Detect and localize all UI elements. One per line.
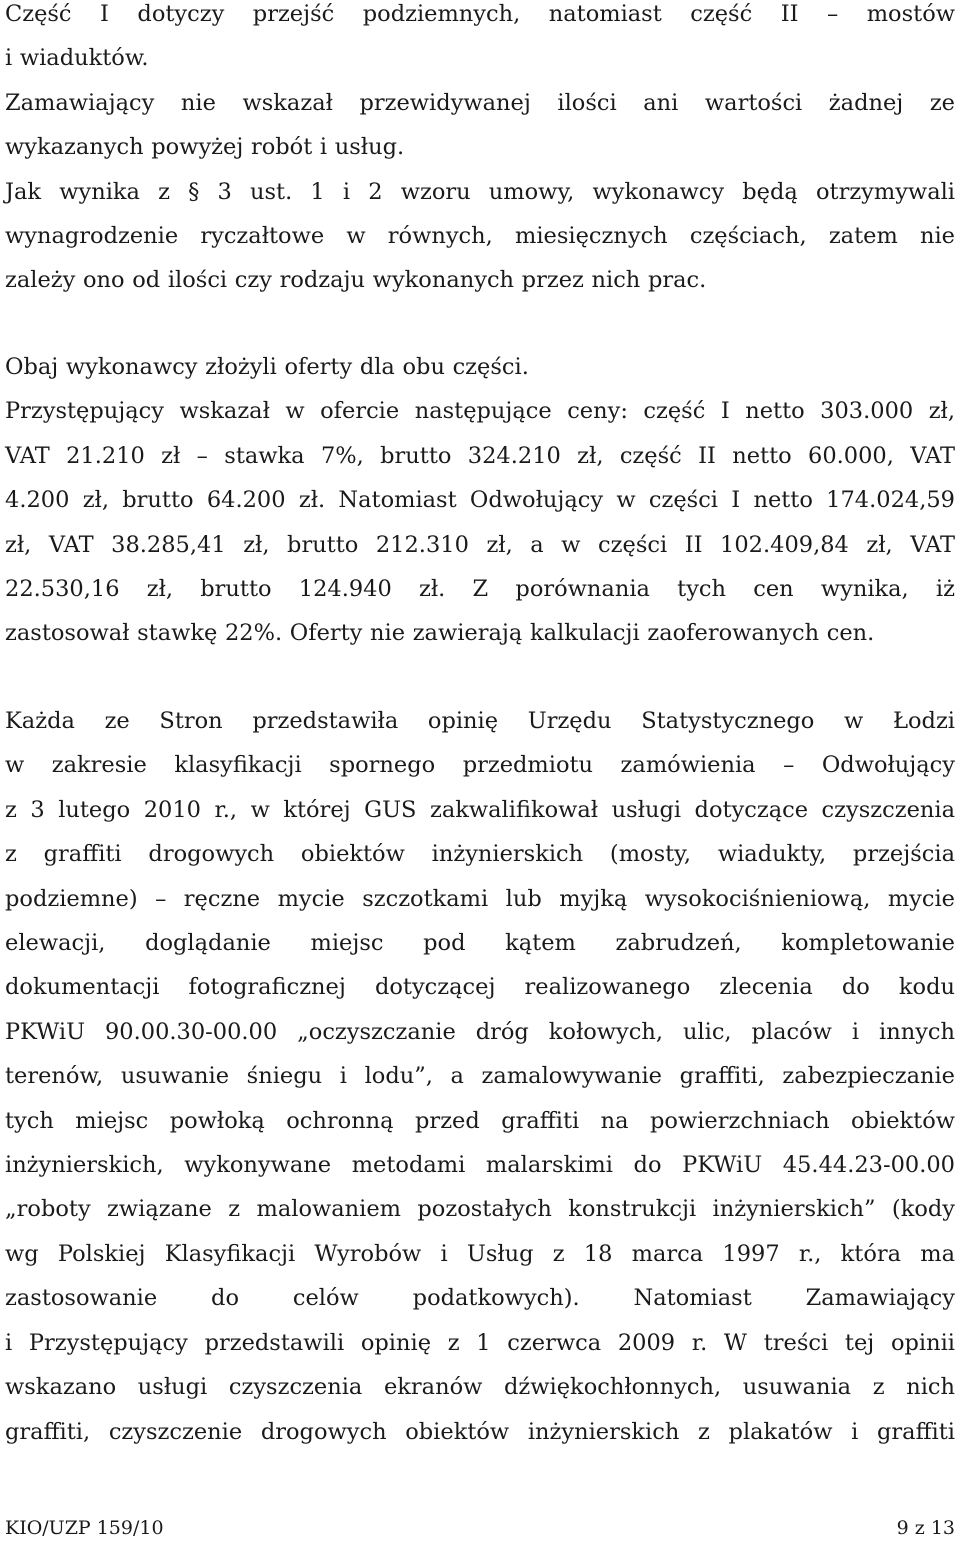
text-line: podziemne) – ręczne mycie szczotkami lub myjką wysokociśnieniową, mycie: [5, 885, 955, 912]
case-number: KIO/UZP 159/10: [5, 1517, 164, 1539]
text-line: Przystępujący wskazał w ofercie następujące ceny: część I netto 303.000 zł,: [5, 398, 955, 425]
text-line: Jak wynika z § 3 ust. 1 i 2 wzoru umowy, wykonawcy będą otrzymywali: [5, 178, 955, 205]
text-line: z 3 lutego 2010 r., w której GUS zakwalifikował usługi dotyczące czyszczenia: [5, 796, 955, 823]
text-line: zastosowanie do celów podatkowych). Natomiast Zamawiający: [5, 1285, 955, 1312]
text-line: VAT 21.210 zł – stawka 7%, brutto 324.210 zł, część II netto 60.000, VAT: [5, 442, 955, 469]
text-line: zł, VAT 38.285,41 zł, brutto 212.310 zł, a w części II 102.409,84 zł, VAT: [5, 531, 955, 558]
text-line: 22.530,16 zł, brutto 124.940 zł. Z porównania tych cen wynika, iż: [5, 576, 955, 603]
page-number: 9 z 13: [896, 1517, 955, 1539]
text-line: zależy ono od ilości czy rodzaju wykonanych przez nich prac.: [5, 267, 707, 294]
text-line: Każda ze Stron przedstawiła opinię Urzędu Statystycznego w Łodzi: [5, 708, 955, 734]
text-line: tych miejsc powłoką ochronną przed graffiti na powierzchniach obiektów: [5, 1107, 955, 1134]
text-line: Część I dotyczy przejść podziemnych, natomiast część II – mostów: [5, 1, 955, 27]
text-line: elewacji, doglądanie miejsc pod kątem zabrudzeń, kompletowanie: [5, 930, 955, 957]
text-line: wg Polskiej Klasyfikacji Wyrobów i Usług z 18 marca 1997 r., która ma: [5, 1240, 955, 1267]
text-line: wynagrodzenie ryczałtowe w równych, miesięcznych częściach, zatem nie: [5, 223, 955, 250]
text-line: 4.200 zł, brutto 64.200 zł. Natomiast Odwołujący w części I netto 174.024,59: [5, 487, 955, 514]
text-line: z graffiti drogowych obiektów inżynierskich (mosty, wiadukty, przejścia: [5, 841, 955, 868]
text-line: graffiti, czyszczenie drogowych obiektów inżynierskich z plakatów i graffiti: [5, 1418, 955, 1445]
text-line: Zamawiający nie wskazał przewidywanej ilości ani wartości żadnej ze: [5, 89, 955, 116]
text-line: PKWiU 90.00.30-00.00 „oczyszczanie dróg kołowych, ulic, placów i innych: [5, 1018, 955, 1045]
text-line: i wiaduktów.: [5, 45, 149, 72]
paragraph-offers: [5, 345, 955, 656]
text-line: „roboty związane z malowaniem pozostałych konstrukcji inżynierskich” (kody: [5, 1196, 955, 1223]
text-line: i Przystępujący przedstawili opinię z 1 czerwca 2009 r. W treści tej opinii: [5, 1329, 955, 1356]
text-line: wykazanych powyżej robót i usług.: [5, 134, 405, 161]
paragraph-scope-and-remuneration: [5, 0, 955, 303]
text-line: dokumentacji fotograficznej dotyczącej realizowanego zlecenia do kodu: [5, 974, 955, 1001]
text-line: terenów, usuwanie śniegu i lodu”, a zamalowywanie graffiti, zabezpieczanie: [5, 1063, 955, 1090]
text-line: inżynierskich, wykonywane metodami malarskimi do PKWiU 45.44.23-00.00: [5, 1152, 955, 1179]
page-footer: [5, 1516, 955, 1540]
text-line: w zakresie klasyfikacji spornego przedmiotu zamówienia – Odwołujący: [5, 752, 955, 779]
text-line: wskazano usługi czyszczenia ekranów dźwiękochłonnych, usuwania z nich: [5, 1374, 955, 1401]
text-line: Obaj wykonawcy złożyli oferty dla obu części.: [5, 354, 529, 380]
paragraph-statistical-office-opinions: [5, 699, 955, 1454]
text-line: zastosował stawkę 22%. Oferty nie zawierają kalkulacji zaoferowanych cen.: [5, 620, 875, 647]
